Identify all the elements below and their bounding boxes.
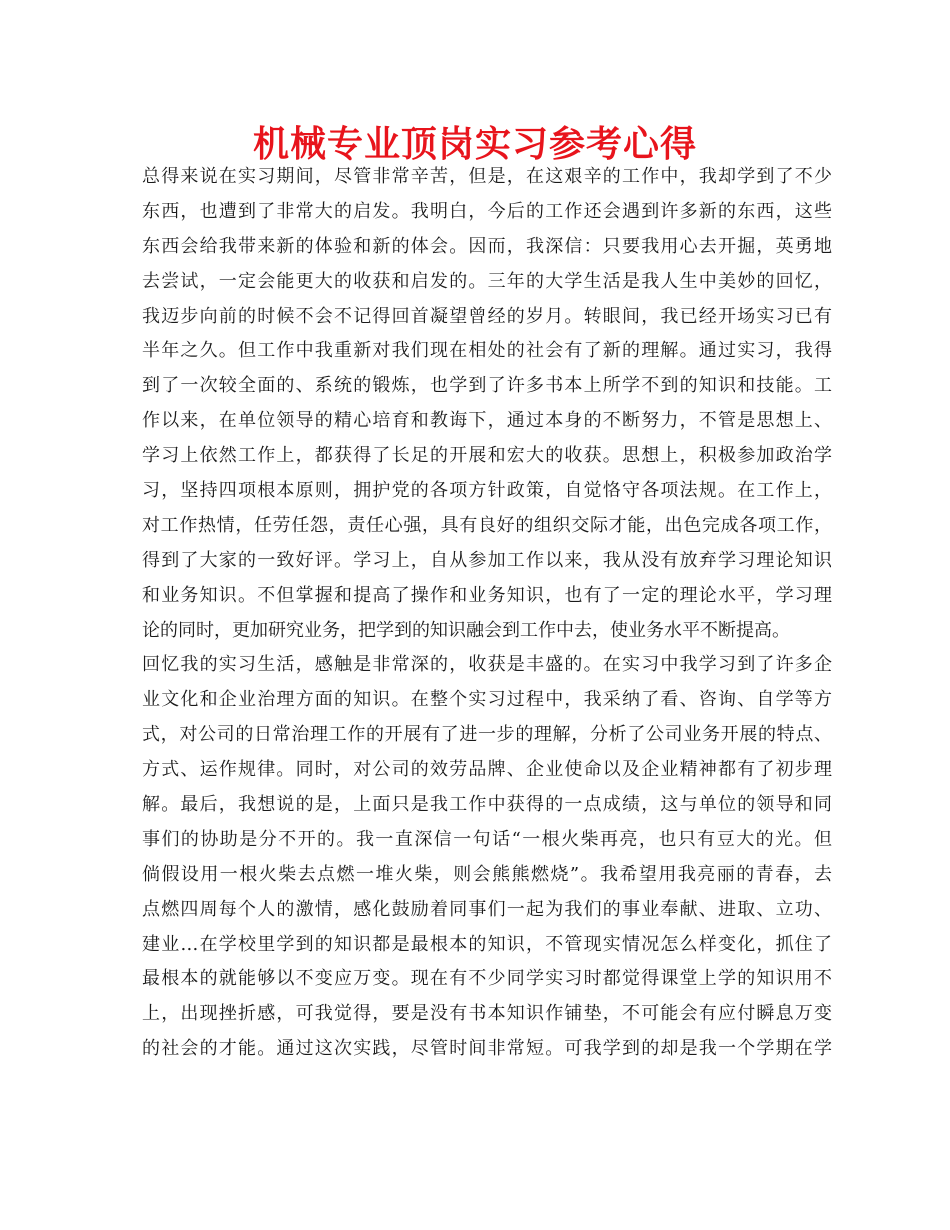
body-line: 学习上依然工作上，都获得了长足的开展和宏大的收获。思想上，积极参加政治学 <box>142 445 832 467</box>
body-line: 对工作热情，任劳任怨，责任心强，具有良好的组织交际才能，出色完成各项工作， <box>142 514 832 536</box>
body-line: 论的同时，更加研究业务，把学到的知识融会到工作中去，使业务水平不断提高。 <box>142 619 790 641</box>
body-line: 到了一次较全面的、系统的锻炼，也学到了许多书本上所学不到的知识和技能。工 <box>142 375 832 397</box>
body-line: 解。最后，我想说的是，上面只是我工作中获得的一点成绩，这与单位的领导和同 <box>142 794 832 816</box>
body-line: 最根本的就能够以不变应万变。现在有不少同学实习时都觉得课堂上学的知识用不 <box>142 968 832 990</box>
body-line: 上，出现挫折感，可我觉得，要是没有书本知识作铺垫，不可能会有应付瞬息万变 <box>142 1003 832 1025</box>
body-line: 得到了大家的一致好评。学习上，自从参加工作以来，我从没有放弃学习理论知识 <box>142 549 832 571</box>
body-line: 东西，也遭到了非常大的启发。我明白，今后的工作还会遇到许多新的东西，这些 <box>142 200 832 222</box>
body-line: 去尝试，一定会能更大的收获和启发的。三年的大学生活是我人生中美妙的回忆， <box>142 270 832 292</box>
body-line: 的社会的才能。通过这次实践，尽管时间非常短。可我学到的却是我一个学期在学 <box>142 1038 832 1060</box>
body-line: 和业务知识。不但掌握和提高了操作和业务知识，也有了一定的理论水平，学习理 <box>142 584 832 606</box>
body-line: 建业…在学校里学到的知识都是最根本的知识，不管现实情况怎么样变化，抓住了 <box>142 933 832 955</box>
body-line: 半年之久。但工作中我重新对我们现在相处的社会有了新的理解。通过实习，我得 <box>142 340 832 362</box>
document-title: 机械专业顶岗实习参考心得 <box>252 123 697 165</box>
body-line: 回忆我的实习生活，感触是非常深的，收获是丰盛的。在实习中我学习到了许多企 <box>142 654 832 676</box>
body-line: 总得来说在实习期间，尽管非常辛苦，但是，在这艰辛的工作中，我却学到了不少 <box>142 166 832 187</box>
body-line: 我迈步向前的时候不会不记得回首凝望曾经的岁月。转眼间，我已经开场实习已有 <box>142 305 832 327</box>
body-line: 方式、运作规律。同时，对公司的效劳品牌、企业使命以及企业精神都有了初步理 <box>142 759 832 781</box>
body-line: 倘假设用一根火柴去点燃一堆火柴，则会熊熊燃烧”。我希望用我亮丽的青春，去 <box>142 863 832 885</box>
document-body <box>142 160 832 1067</box>
body-line: 作以来，在单位领导的精心培育和教诲下，通过本身的不断努力，不管是思想上、 <box>142 410 832 432</box>
body-line: 业文化和企业治理方面的知识。在整个实习过程中，我采纳了看、咨询、自学等方 <box>142 689 832 711</box>
body-line: 事们的协助是分不开的。我一直深信一句话“一根火柴再亮，也只有豆大的光。但 <box>142 828 832 850</box>
body-line: 点燃四周每个人的激情，感化鼓励着同事们一起为我们的事业奉献、进取、立功、 <box>142 898 832 920</box>
body-line: 习，坚持四项根本原则，拥护党的各项方针政策，自觉恪守各项法规。在工作上， <box>142 480 832 502</box>
body-line: 式，对公司的日常治理工作的开展有了进一步的理解，分析了公司业务开展的特点、 <box>142 724 832 746</box>
body-line: 东西会给我带来新的体验和新的体会。因而，我深信：只要我用心去开掘，英勇地 <box>142 235 832 257</box>
